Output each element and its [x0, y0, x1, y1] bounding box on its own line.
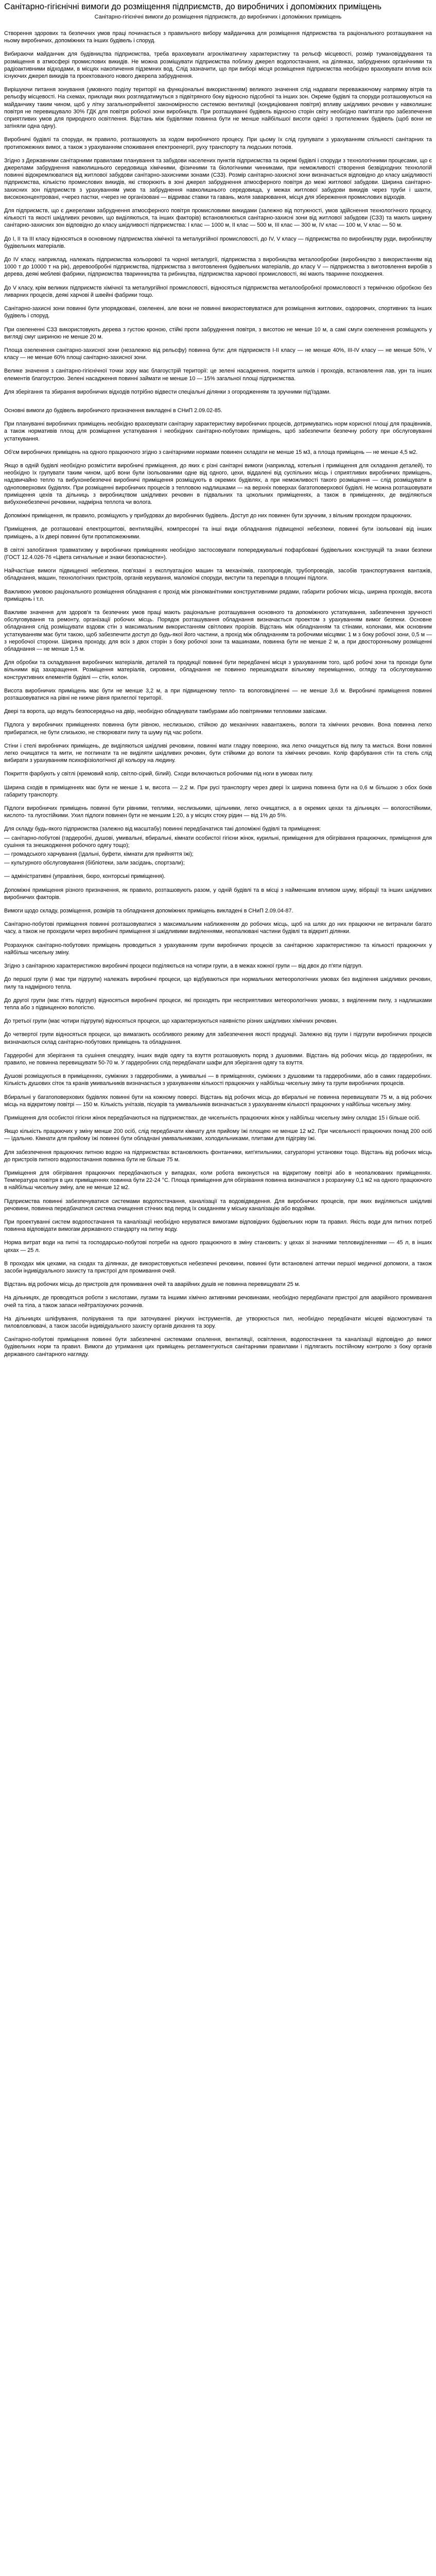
- paragraph: Ширина сходів в приміщеннях має бути не менше 1 м, висота — 2,2 м. При русі транспорту через двері їх ширина повинна бути на 0,6 м більшою з обох боків габариту транспорту.: [4, 784, 432, 798]
- paragraph: Вибираючи майданчик для будівництва підприємства, треба враховувати агрокліматичну характеристику та рельєф місцевості, розмір тумановіддування та розміщення в атмосфері промислових викидів. Не можна розміщувати підприємства поблизу джерел водопостачання, на ділянках, забруднених органічними та радіоактивними відходами, в місцях накопичення підземних вод. Слід зазначити, що при виборі місця розміщення підприємства необхідно враховувати вплив всіх існуючих джерел викидів та проектованого нового джерела забруднення.: [4, 51, 432, 80]
- paragraph: До першої групи (і має три підгрупи) належать виробничі процеси, що відбуваються при нормальних метеорологічних умовах без виділення шкідливих речовин, пилу та надмірного тепла.: [4, 976, 432, 990]
- paragraph: Велике значення з санітарно-гігієнічної точки зору має благоустрій території: це зелені насадження, покриття шляхів і проходів, встановлення лав, урн та інших елементів благоустрою. Зелені насадження повинні займати не менше 10 — 15% загальної площі підприємства.: [4, 368, 432, 382]
- paragraph: — громадського харчування (їдальні, буфети, кімнати для прийняття їжі);: [4, 851, 194, 858]
- paragraph: Покриття фарбують у світлі (кремовий колір, світло-сірий, білий). Сходи включаються робочими під ноги в умовах пилу.: [4, 771, 313, 777]
- paragraph: Висота виробничих приміщень має бути не менше 3,2 м, а при підвищеному тепло- та вологовиділенні — не менше 3,6 м. Виробничі приміщення повинні розташовуватися на рівні не нижче рівня прилеглої території.: [4, 687, 432, 702]
- paragraph: На дільницях шліфування, полірування та при заточуванні ріжучих інструментів, де утворюється пил, необхідно передбачати місцеві відсмоктувачі та пиловловлювачі, а також засоби індивідуального захисту органів дихання та зору.: [4, 1315, 432, 1329]
- paragraph: Вимоги щодо складу, розміщення, розмірів та обладнання допоміжних приміщень викладені в СНиП 2.09.04-87.: [4, 908, 293, 914]
- paragraph: Допоміжні приміщення різного призначення, як правило, розташовують разом, у одній будівлі та в місці з найменшим впливом шуму, вібрації та інших шкідливих виробничих факторів.: [4, 887, 432, 901]
- paragraph: Підлоги виробничих приміщень повинні бути рівними, теплими, неслизькими, щільними, легко очищатися, а в окремих цехах та дільницях — вологостійкими, кислото- та лугостійкими. Ухил підлоги повинен бути не меншим 1:20, а у місцях стоку рідин — від 1% до 5%.: [4, 805, 432, 819]
- paragraph: До V класу, крім великих підприємств хімічної та металургійної промисловості, відносяться підприємства металообробної промисловості з термічною обробкою без ливарних процесів, деякі харчові й швейні фабрики тощо.: [4, 284, 432, 298]
- paragraph: Приміщення для особистої гігієни жінок передбачаються на підприємствах, де чисельність працюючих жінок у найбільш чисельну зміну складає 15 і більше осіб.: [4, 1114, 421, 1121]
- paragraph: Вбиральні у багатоповерхових будівлях повинні бути на кожному поверсі. Відстань від робочих місць до вбиральні не повинна перевищувати 75 м, а від робочих місць на відкритому повітрі — 150 м. Кількість унітазів, пісуарів та умивальників визначається з урахуванням кількості працюючих у найбільш чисельну зміну.: [4, 1094, 432, 1108]
- paragraph: Приміщення, де розташовані електрощитові, вентиляційні, компресорні та інші види обладнання підвищеної небезпеки, повинні бути ізольовані від інших приміщень, а їх двері повинні бути протипожежними.: [4, 526, 432, 540]
- paragraph: До І, ІІ та ІІІ класу відносяться в основному підприємства хімічної та металургійної промисловості, до IV, V класу — підприємства по виробництву руди, виробництву будівельних матеріалів.: [4, 235, 432, 249]
- paragraph: Об'єм виробничих приміщень на одного працюючого згідно з санітарними нормами повинен складати не менше 15 м3, а площа приміщень — не менше 4,5 м2.: [4, 449, 418, 455]
- paragraph: — культурного обслуговування (бібліотеки, зали засідань, спортзали);: [4, 860, 185, 867]
- paragraph: В світлі запобігання травматизму у виробничих приміщеннях необхідно застосовувати попереджувальні пофарбовані будівельних конструкцій та знаки безпеки (ГОСТ 12.4.026-76 «Цвета сигнальные и знаки безопасности»).: [4, 547, 432, 561]
- paragraph: До другої групи (має п'ять підгруп) відносяться виробничі процеси, які проходять при несприятливих метеорологічних умовах, з виділенням пилу, з надлишками тепла або з підвищеною вологістю.: [4, 997, 432, 1011]
- paragraph: Для складу будь-якого підприємства (залежно від масштабу) повинні передбачатися такі допоміжні будівлі та приміщення:: [4, 826, 321, 833]
- paragraph: До третьої групи (має чотири підгрупи) відносяться процеси, що характеризуються наявністю різних шкідливих хімічних речовин.: [4, 1018, 338, 1025]
- paragraph: Санітарно-захисні зони повинні бути упорядковані, озеленені, але вони не повинні використовуватися для розміщення житлових, оздоровчих, спортивних та інших будівель і споруд.: [4, 306, 432, 319]
- paragraph: Підприємства повинні забезпечуватися системами водопостачання, каналізації та водовідведення. Для виробничих процесів, при яких виділяються шкідливі речовини, повинна передбачатися система очищення стічних вод перед їх скиданням у міську каналізацію або водойми.: [4, 1198, 432, 1212]
- paragraph: — санітарно-побутові (гардеробні, душові, умивальні, вбиральні, кімнати особистої гігієни жінок, курильні, приміщення для обігрівання працюючих, приміщення для сушіння та знешкодження робочого одягу тощо);: [4, 835, 432, 849]
- paragraph: Для обробки та складування виробничих матеріалів, деталей та продукції повинні бути передбачені місця з урахуванням того, щоб робочі зони та проходи були вільними від захаращення. Розміщення матеріалів, сировини, обладнання не повинно перешкоджати вільному переміщенню, огляду та обслуговуванню конструктивних елементів будівлі — стін, колон.: [4, 659, 432, 681]
- paragraph: Найчастіше вимоги підвищеної небезпеки, пов'язані з експлуатацією машин та механізмів, газопроводів, трубопроводів, засобів транспортування вантажів, обладнання, машин, технологічних пристроїв, органів керування, маломісні споруди, виступи та перепади в площині підлоги.: [4, 568, 432, 582]
- paragraph: Для зберігання та збирання виробничих відходів потрібно відвести спеціальні ділянки з огородженням та зручними під'їздами.: [4, 388, 331, 395]
- paragraph: При проектуванні систем водопостачання та каналізації необхідно керуватися вимогами відповідних будівельних норм та правил. Якість води для питних потреб повинна відповідати вимогам державного стандарту на питну воду.: [4, 1218, 432, 1233]
- paragraph: Для забезпечення працюючих питною водою на підприємствах встановлюють фонтанчики, кип'ятильники, сатураторні установки тощо. Відстань від робочих місць до пристроїв питного водопостачання повинна бути не більше 75 м.: [4, 1149, 432, 1163]
- paragraph: В проходах між цехами, на сходах та ділянках, де використовуються небезпечні речовини, повинні бути встановлені аптечки першої медичної допомоги, а також засоби індивідуального захисту та пристрої для промивання очей.: [4, 1260, 432, 1274]
- paragraph: Важливою умовою раціонального розміщення обладнання є прохід між різноманітними конструктивними рядами, габарити робочих місць, ширина проходів, висота приміщень і т.п.: [4, 588, 432, 602]
- paragraph: Розрахунок санітарно-побутових приміщень проводиться з урахуванням групи виробничих процесів за санітарною характеристикою та кількості працюючих у найбільш чисельну зміну.: [4, 942, 432, 956]
- paragraph: Основні вимоги до будівель виробничого призначення викладені в СНиП 2.09.02-85.: [4, 407, 222, 414]
- document-subtitle: Санітарно-гігієнічні вимоги до розміщення підприємств, до виробничих і допоміжних приміщень: [94, 14, 342, 20]
- paragraph: Для підприємств, що є джерелами забруднення атмосферного повітря промисловими викидами (залежно від потужності, умов здійснення технологічного процесу, кількості та якості шкідливих речовин, що виділяються, та інших факторів) встановлюються санітарно-захисні зони від житлової забудови (СЗЗ) та мають ширину санітарно-захисних зон відповідно до класу шкідливості підприємства: І клас — 1000 м, ІІ клас — 500 м, ІІІ клас — 300 м, IV клас — 100 м, V клас — 50 м.: [4, 208, 432, 229]
- paragraph: Відстань від робочих місць до пристроїв для промивання очей та аварійних душів не повинна перевищувати 25 м.: [4, 1281, 301, 1288]
- paragraph: Допоміжні приміщення, як правило, розміщують у прибудовах до виробничих будівель. Доступ до них повинен бути зручним, з вільним проходом працюючих.: [4, 513, 412, 519]
- paragraph: Якщо в одній будівлі необхідно розмістити виробничі приміщення, до яких є різні санітарні вимоги (наприклад, котельня і приміщення для складання деталей), то необхідно їх групувати таким чином, щоб вони були ізольованими одне від одного, цехи, віддалені від суспільних місць і сприятливих виробничих приміщень, надзвичайно тепло та вибухонебезпечні виробничі приміщення розміщують в окремих будівлях, а при неможливості такого розміщення — слід розміщувати в одноповерхових будівлях. При розміщенні виробничих процесів з тепловою надлишками — на верхніх поверхах багатоповерхової будівлі. Не можна розташовувати приміщення цехів та дільниць з виробництвом шкідливих речовин в підвальних та цокольних приміщеннях, а також в приміщеннях, де виділяються вибухонебезпечні речовини, надмірна теплота чи волога.: [4, 462, 432, 505]
- paragraph: При плануванні виробничих приміщень необхідно враховувати санітарну характеристику виробничих процесів, дотримуватись норм корисної площі для працівників, а також нормативів площ для розміщення устаткування і необхідних санітарно-побутових приміщень, щоб забезпечити безпечну роботу при обслуговуванні устаткування.: [4, 421, 432, 442]
- paragraph: Площа озеленення санітарно-захисної зони (незалежно від рельєфу) повинна бути: для підприємств І-ІІ класу — не менше 40%, ІІІ-IV класу — не менше 50%, V класу — не менше 60% площі санітарно-захисної зони.: [4, 347, 432, 361]
- paragraph: До ІV класу, наприклад, належать підприємства кольорової та чорної металургії, підприємства з виробництва металообробки (виробництво з використанням від 1000 т до 10000 т на рік), деревообробні підприємства, підприємства з виготовлення будівельних матеріалів, до класу V — підприємства з виготовлення виробів з дерева, деякі меблеві фабрики, підприємства тваринництва та рибництва, підприємства харчової промисловості, які мають тваринне походження.: [4, 257, 432, 278]
- paragraph: Норма витрат води на питні та господарсько-побутові потреби на одного працюючого в зміну становить: у цехах зі значними тепловиділеннями — 45 л, в інших цехах — 25 л.: [4, 1240, 432, 1253]
- paragraph: Якщо кількість працюючих у зміну менше 200 осіб, слід передбачати кімнату для прийому їжі площею не менше 12 м2. При чисельності працюючих понад 200 осіб — їдальню. Кімнати для прийому їжі повинні бути обладнані умивальниками, холодильниками, плитами для підігріву їжі.: [4, 1128, 432, 1142]
- paragraph: Приміщення для обігрівання працюючих передбачаються у випадках, коли робота виконується на відкритому повітрі або в неопалюваних приміщеннях. Температура повітря в цих приміщеннях повинна бути 22-24 °С. Площа приміщення для обігрівання повинна визначатися з розрахунку 0,1 м2 на одного працюючого в найбільш чисельну зміну, але не менше 12 м2.: [4, 1170, 432, 1191]
- paragraph: Санітарно-побутові приміщення повинні бути забезпечені системами опалення, вентиляції, освітлення, водопостачання та каналізації відповідно до вимог будівельних норм та правил. Вимоги до утримання цих приміщень регламентуються санітарними правилами і підлягають постійному контролю з боку органів державного санітарного нагляду.: [4, 1336, 432, 1358]
- document-title: Санітарно-гігієнічні вимоги до розміщення підприємств, до виробничих і допоміжних приміщень: [4, 2, 382, 11]
- paragraph: Вирішуючи питання зонування (умовного поділу території на функціональні використанням) великого значення слід надавати переважаючому напрямку вітрів та рельєфу місцевості. На схемах, приклади яких розглядатимуться з підвітряного боку відносно підсобної та інших зон. Окреме будівлі та споруди розташовуються на майданчику таким чином, щоб у літку загальноприйнятої закономірностю системою вентиляції (кондиціювання повітря) впливу шкідливих речовин у навколишнє повітря не перевищувало 30% ГДК для повітря робочої зони виробництв. При розташуванні будівель відносно сторін світу необхідно пам'ятати про забезпечення сприятливих умов для природного освітлення. Відстань між будівлями повинна бути не менше найбільшої висоти однієї з протилежних будівель (щоб вони не затіняли одна одну).: [4, 87, 432, 130]
- paragraph: На дільницях, де проводяться роботи з кислотами, лугами та іншими хімічно активними речовинами, необхідно передбачати пристрої для аварійного промивання очей та тіла, а також запаси нейтралізуючих розчинів.: [4, 1295, 432, 1309]
- paragraph: Гардеробні для зберігання та сушіння спецодягу, інших видів одягу та взуття розташовують поряд з душовими. Відстань від робочих місць до гардеробних, як правило, не повинна перевищувати 50-70 м. У гардеробних слід передбачати шафи для зберігання одягу та взуття.: [4, 1052, 432, 1066]
- paragraph: Двері та ворота, що ведуть безпосередньо на двір, необхідно обладнувати тамбурами або повітряними тепловими завісами.: [4, 708, 327, 715]
- paragraph: Згідно з Державними санітарними правилами планування та забудови населених пунктів підприємства та окремі будівлі і споруди з технологічними процесами, що є джерелами забруднення навколишнього середовища хімічними, фізичними та біологічними чинниками, при неможливості створення безвідходних технологій повинні відокремлюватися від житлової забудови санітарно-захисними зонами (СЗЗ). Розмір санітарно-захисної зони визначається відповідно до класу шкідливості підприємства, кількістю промислових викидів, які створюють в зоні джерел забруднення атмосферного повітря до межі житлової забудови. Ширина санітарно-захисних зон підприємств з урахуванням умов та забруднення навколишнього середовища, у межах житлової забудови викидів через труби і шахти, висококонцентровані, «через пастки, «через не організовані — відриває ставки та гавань, моля заварювання, місця для збереження промислових відходів.: [4, 157, 432, 200]
- paragraph: Душові розміщуються в приміщеннях, суміжних з гардеробними, а умивальні — в приміщеннях, суміжних з душовими та гардеробними, або в самих гардеробних. Кількість душових сіток та кранів умивальників визначається з урахуванням кількості працюючих у найбільш чисельну зміну та групи виробничих процесів.: [4, 1073, 432, 1087]
- paragraph: Санітарно-побутові приміщення повинні розташовуватися з максимальним наближенням до робочих місць, щоб на шлях до них працюючи не витрачали багато часу, а також не проходили через виробничі приміщення зі шкідливими виділеннями, неопалювані частини будівлі та відкриті ділянки.: [4, 921, 432, 935]
- paragraph: Стіни і стелі виробничих приміщень, де виділяються шкідливі речовини, повинні мати гладку поверхню, яка легко очищується від пилу та миється. Вони повинні легко очищатися та мити, не поглинати та не виділяти шкідливих речовин, бути стійкими до вологи та хімічних речовин. Колір фарбування стін та стель слід вибирати з урахуванням психофізіологічної дії кольору на людину.: [4, 742, 432, 764]
- paragraph: До четвертої групи відносяться процеси, що вимагають особливого режиму для забезпечення якості продукції. Залежно від групи і підгрупи виробничих процесів визначаються склад санітарно-побутових приміщень та обладнання.: [4, 1031, 432, 1045]
- paragraph: Створення здорових та безпечних умов праці починається з правильного вибору майданчика для розміщення підприємства та раціонального розташування на ньому виробничих, допоміжних та інших будівель і споруд.: [4, 30, 432, 44]
- document-body: [4, 30, 432, 1358]
- paragraph: При озелененні СЗЗ використовують дерева з густою кроною, стійкі проти забруднення повітря, з висотою не менше 10 м, а самі смуги озеленення розміщують у вигляді смуг шириною не менше 20 м.: [4, 326, 432, 340]
- paragraph: Виробничі будівлі та споруди, як правило, розташовують за ходом виробничого процесу. При цьому їх слід групувати з урахуванням спільності санітарних та протипожежних вимог, а також з урахуванням споживання електроенергії, руху транспорту та людських потоків.: [4, 137, 432, 150]
- paragraph: Згідно з санітарною характеристикою виробничі процеси поділяються на чотири групи, а в межах кожної групи — від двох до п'яти підгруп.: [4, 963, 363, 970]
- paragraph: Важливе значення для здоров'я та безпечних умов праці мають раціональне розташування основного та допоміжного устаткування, забезпечення зручності обслуговування та ремонту, організації робочих місць. Порядок розташування обладнання визначається проектом з урахуванням вимог безпеки. Основне обладнання слід розміщувати вздовж стін з максимальним використанням світлових прорізів. Відстань між обладнанням та стінами, колонами, між основним устаткуванням має бути такою, щоб забезпечити доступ до будь-якої його частини, а прохід між обладнанням та робочими місцями: 1 м з боку робочої зони, 0,5 м — з неробочої сторони. Ширина проходу, для всіх з двох сторін з боку робочої зони та машинами, повинна бути не менше 2 м, а при двосторонньому розміщенні обладнання — не менше 1,5 м.: [4, 609, 432, 652]
- paragraph: — адміністративні (управління, бюро, конторські приміщення).: [4, 873, 166, 880]
- paragraph: Підлога у виробничих приміщеннях повинна бути рівною, неслизькою, стійкою до механічних навантажень, вологи та хімічних речовин. Вона повинна легко прибиратися, не бути слизькою, не створювати пилу та шуму під час роботи.: [4, 722, 432, 736]
